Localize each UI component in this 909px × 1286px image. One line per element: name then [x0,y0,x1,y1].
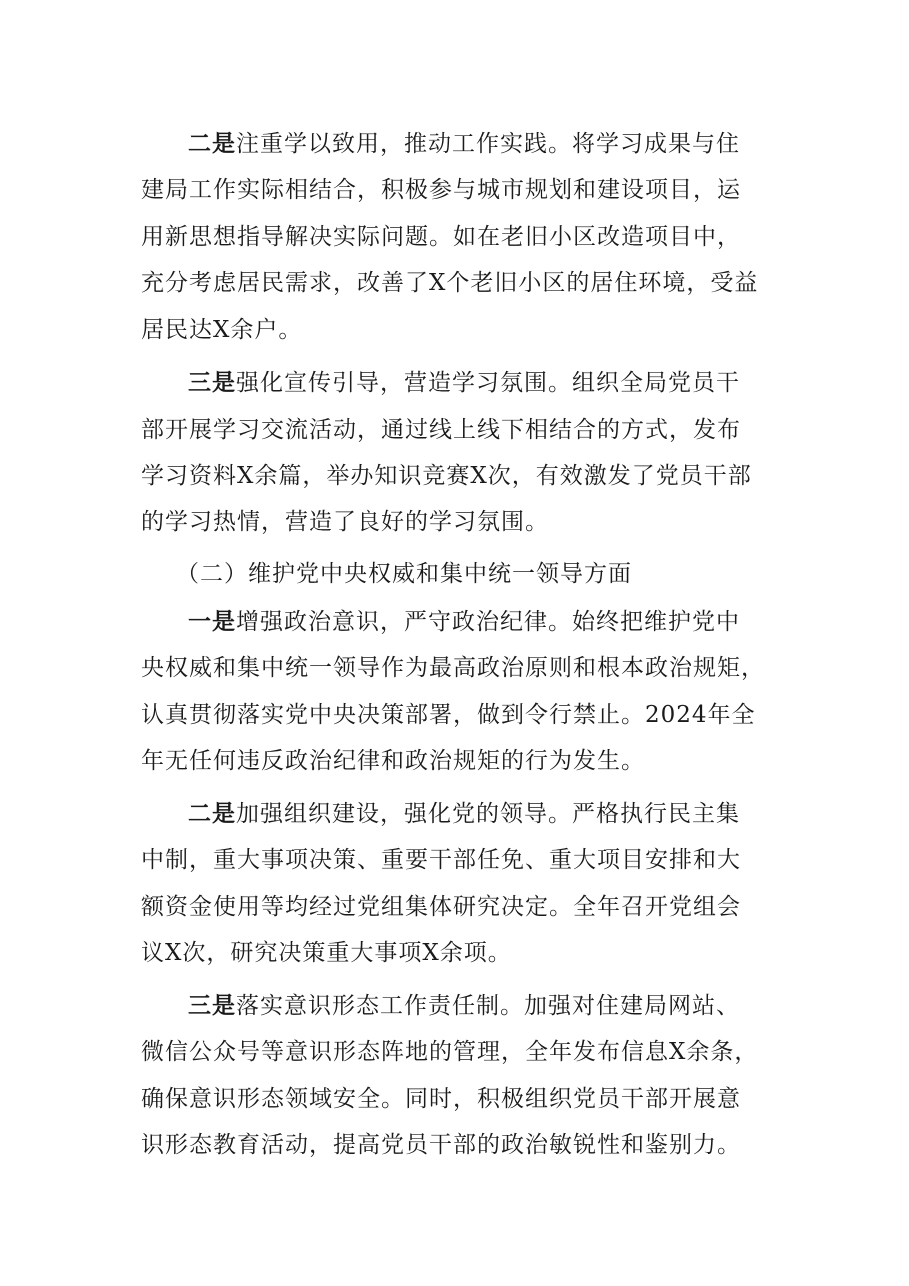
paragraph-line: 认真贯彻落实党中央决策部署，做到令行禁止。2024年全 [141,702,756,728]
paragraph-line: 确保意识形态领域安全。同时，积极组织党员干部开展意 [141,1086,741,1112]
paragraph-lead: 三是 [188,993,236,1019]
paragraph-text: 强化宣传引导，营造学习氛围。组织全局党员干 [236,370,740,396]
paragraph-lead: 二是 [188,131,236,157]
paragraph-first-line [188,799,740,829]
paragraph-line: 微信公众号等意识形态阵地的管理，全年发布信息X余条， [141,1039,759,1065]
paragraph-lead: 二是 [188,801,236,827]
paragraph-text: 注重学以致用，推动工作实践。将学习成果与住 [236,131,740,157]
paragraph-line: 居民达X余户。 [141,317,303,343]
paragraph-line: 充分考虑居民需求，改善了X个老旧小区的居住环境，受益 [141,270,759,296]
section-heading: （二）维护党中央权威和集中统一领导方面 [176,561,632,587]
paragraph-line: 识形态教育活动，提高党员干部的政治敏锐性和鉴别力。 [141,1132,741,1158]
paragraph-text: 落实意识形态工作责任制。加强对住建局网站、 [236,993,740,1019]
paragraph-line: 用新思想指导解决实际问题。如在老旧小区改造项目中， [141,224,741,250]
paragraph-first-line [188,368,740,398]
paragraph-line: 建局工作实际相结合，积极参与城市规划和建设项目，运 [141,177,741,203]
paragraph-line: 中制，重大事项决策、重要干部任免、重大项目安排和大 [141,847,741,873]
paragraph-line: 央权威和集中统一领导作为最高政治原则和根本政治规矩， [141,655,765,681]
paragraph-line: 的学习热情，营造了良好的学习氛围。 [141,509,549,535]
paragraph-line: 额资金使用等均经过党组集体研究决定。全年召开党组会 [141,894,741,920]
paragraph-line: 议X次，研究决策重大事项X余项。 [141,940,512,966]
paragraph-line: 年无任何违反政治纪律和政治规矩的行为发生。 [141,748,645,774]
paragraph-line: 学习资料X余篇，举办知识竞赛X次，有效激发了党员干部 [141,463,752,489]
paragraph-line: 部开展学习交流活动，通过线上线下相结合的方式，发布 [141,417,741,443]
paragraph-first-line [188,607,740,637]
paragraph-text: 加强组织建设，强化党的领导。严格执行民主集 [236,801,740,827]
paragraph-lead: 三是 [188,370,236,396]
paragraph-lead: 一是 [188,609,236,635]
paragraph-first-line [188,129,740,159]
paragraph-first-line [188,991,740,1021]
paragraph-text: 增强政治意识，严守政治纪律。始终把维护党中 [236,609,740,635]
